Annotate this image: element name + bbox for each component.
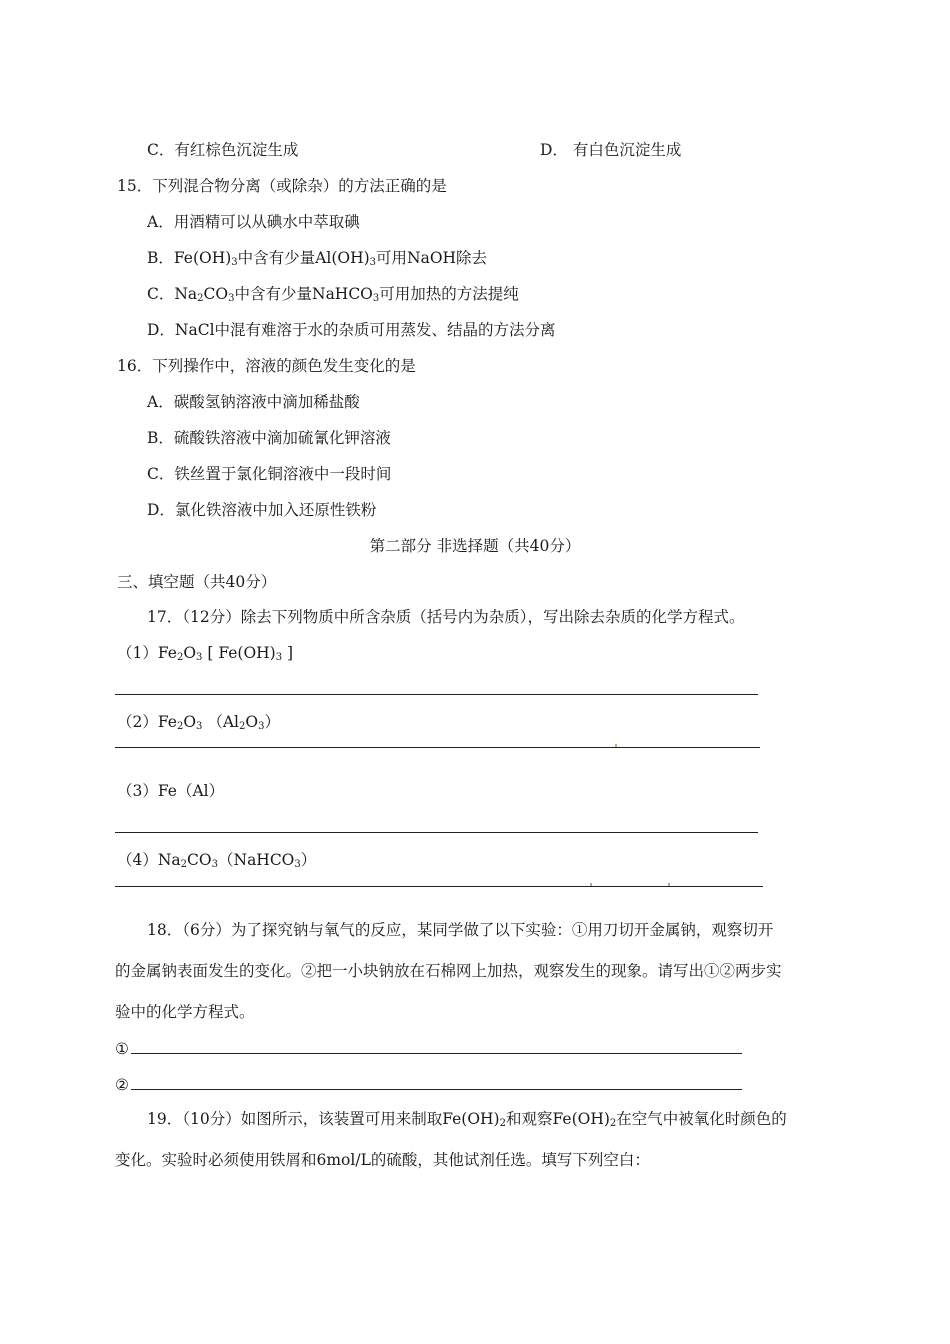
q17-item-3: （3）Fe（Al） [117, 782, 225, 800]
q16-option-c: C．铁丝置于氯化铜溶液中一段时间 [147, 465, 392, 483]
q15-option-b: B．$Fe(OH)_3$中含有少量$Al(OH)_3$可用NaOH除去 [147, 249, 488, 268]
q17-item-4: $(4)Na_2CO_3(NaHCO_3)$ [117, 851, 317, 870]
speck-mark [590, 883, 592, 886]
q17-item-1: $(1)Fe_2O_3$ [ $Fe(OH)_3$ ] [117, 644, 294, 663]
q17-answer-line-1[interactable] [115, 694, 758, 695]
q15-option-d: D．NaCl中混有难溶于水的杂质可用蒸发、结晶的方法分离 [147, 321, 556, 339]
q18-line-3: 验中的化学方程式。 [115, 1003, 255, 1021]
q18-answer-line-1[interactable] [131, 1053, 742, 1054]
q14-option-d: D． 有白色沉淀生成 [540, 141, 682, 159]
q16-option-a: A．碳酸氢钠溶液中滴加稀盐酸 [147, 393, 360, 411]
q19-line-2: 变化。实验时必须使用铁屑和6mol/L的硫酸，其他试剂任选。填写下列空白： [115, 1151, 650, 1169]
q15-option-a: A．用酒精可以从碘水中萃取碘 [147, 213, 360, 231]
q17-item-2: $(2)Fe_2O_3$ $(Al_2O_3)$ [117, 713, 280, 732]
speck-mark [668, 883, 670, 886]
q19-line-1: 19．（10分）如图所示，该装置可用来制取$Fe(OH)_2$和观察$Fe(OH)_2$在空气中被氧化时颜色的 [147, 1110, 787, 1129]
q15-option-c: C．$Na_2CO_3$中含有少量NaHCO$_3$可用加热的方法提纯 [147, 285, 519, 304]
q17-answer-line-2[interactable] [115, 747, 760, 748]
q17-answer-line-4[interactable] [115, 886, 763, 887]
part2-heading: 第二部分 非选择题（共40分） [369, 537, 581, 555]
q16-option-d: D．氯化铁溶液中加入还原性铁粉 [147, 501, 377, 519]
q17-answer-line-3[interactable] [115, 832, 758, 833]
q14-option-c: C．有红棕色沉淀生成 [147, 141, 299, 159]
q17-stem: 17．（12分）除去下列物质中所含杂质（括号内为杂质），写出除去杂质的化学方程式。 [147, 608, 745, 626]
q16-stem: 16．下列操作中，溶液的颜色发生变化的是 [117, 357, 416, 375]
q18-blank-2-label: ② [115, 1076, 129, 1094]
speck-mark [615, 744, 617, 747]
q16-option-b: B．硫酸铁溶液中滴加硫氰化钾溶液 [147, 429, 391, 447]
q18-blank-1-label: ① [115, 1040, 129, 1058]
q15-stem: 15．下列混合物分离（或除杂）的方法正确的是 [117, 177, 447, 195]
section-heading: 三、填空题（共40分） [117, 573, 277, 591]
q18-line-2: 的金属钠表面发生的变化。②把一小块钠放在石棉网上加热，观察发生的现象。请写出①②两步实 [115, 962, 782, 980]
q18-line-1: 18．（6分）为了探究钠与氧气的反应，某同学做了以下实验：①用刀切开金属钠，观察切开 [147, 921, 774, 939]
q18-answer-line-2[interactable] [131, 1089, 742, 1090]
